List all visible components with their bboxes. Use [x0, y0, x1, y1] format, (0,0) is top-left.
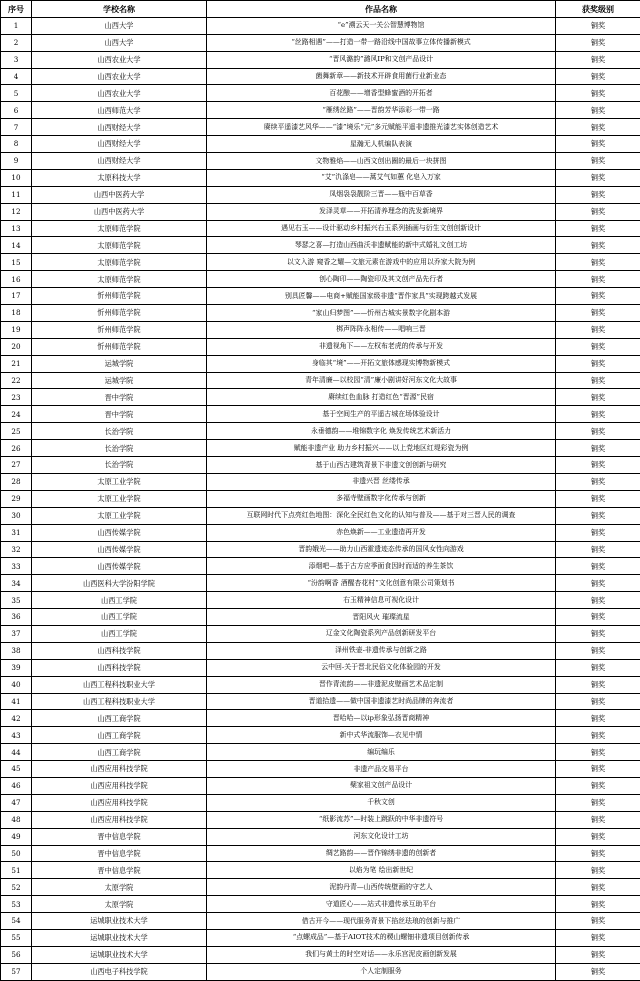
table-row — [1, 490, 640, 507]
school-cell: 山西财经大学 — [32, 119, 207, 136]
table-row — [1, 102, 640, 119]
school-cell: 运城职业技术大学 — [32, 913, 207, 930]
work-cell: “家山归梦图”——忻州古城实景数字化剧本游 — [207, 305, 556, 322]
school-cell: 太原科技大学 — [32, 169, 207, 186]
table-row — [1, 761, 640, 778]
school-cell: 晋中学院 — [32, 406, 207, 423]
school-cell: 太原学院 — [32, 879, 207, 896]
serial-cell: 24 — [1, 406, 32, 423]
table-row — [1, 929, 640, 946]
serial-cell: 27 — [1, 457, 32, 474]
award-cell: 铜奖 — [556, 963, 640, 980]
serial-cell: 10 — [1, 169, 32, 186]
serial-cell: 23 — [1, 389, 32, 406]
award-cell: 铜奖 — [556, 659, 640, 676]
school-cell: 山西工程科技职业大学 — [32, 693, 207, 710]
school-cell: 忻州师范学院 — [32, 305, 207, 322]
award-cell: 铜奖 — [556, 17, 640, 34]
award-cell: 铜奖 — [556, 744, 640, 761]
award-cell: 铜奖 — [556, 288, 640, 305]
award-cell: 铜奖 — [556, 625, 640, 642]
work-cell: 晋韵娥光——助力山西霍遗迹态传承的国风女性向游戏 — [207, 541, 556, 558]
work-cell: 身临其“境”——开拓文旅体感现实博物新模式 — [207, 355, 556, 372]
serial-cell: 11 — [1, 186, 32, 203]
table-row — [1, 321, 640, 338]
award-cell: 铜奖 — [556, 203, 640, 220]
serial-cell: 22 — [1, 372, 32, 389]
table-row — [1, 186, 640, 203]
school-cell: 山西科技学院 — [32, 659, 207, 676]
serial-cell: 45 — [1, 761, 32, 778]
school-cell: 太原工业学院 — [32, 473, 207, 490]
serial-cell: 14 — [1, 237, 32, 254]
school-cell: 山西应用科技学院 — [32, 761, 207, 778]
award-cell: 铜奖 — [556, 237, 640, 254]
school-cell: 山西农业大学 — [32, 68, 207, 85]
table-row — [1, 440, 640, 457]
award-cell: 铜奖 — [556, 811, 640, 828]
school-cell: 山西中医药大学 — [32, 186, 207, 203]
award-cell: 铜奖 — [556, 406, 640, 423]
work-cell: “晋风潞韵”潞风IP和文创产品设计 — [207, 51, 556, 68]
award-cell: 铜奖 — [556, 929, 640, 946]
table-row — [1, 51, 640, 68]
award-cell: 铜奖 — [556, 710, 640, 727]
school-cell: 太原学院 — [32, 896, 207, 913]
serial-cell: 52 — [1, 879, 32, 896]
award-cell: 铜奖 — [556, 440, 640, 457]
serial-cell: 26 — [1, 440, 32, 457]
table-row — [1, 777, 640, 794]
serial-cell: 42 — [1, 710, 32, 727]
school-cell: 山西工学院 — [32, 625, 207, 642]
table-row — [1, 794, 640, 811]
table-row — [1, 524, 640, 541]
table-row — [1, 744, 640, 761]
table-row — [1, 609, 640, 626]
school-cell: 山西财经大学 — [32, 153, 207, 170]
award-cell: 铜奖 — [556, 355, 640, 372]
award-cell: 铜奖 — [556, 913, 640, 930]
table-row — [1, 203, 640, 220]
serial-cell: 20 — [1, 338, 32, 355]
table-row — [1, 85, 640, 102]
serial-cell: 5 — [1, 85, 32, 102]
work-cell: 遇见右玉——设计驱动乡村振兴右玉系列插画与衍生文创创新设计 — [207, 220, 556, 237]
table-row — [1, 153, 640, 170]
table-row — [1, 946, 640, 963]
work-cell: 右玉精神信息可视化设计 — [207, 592, 556, 609]
serial-cell: 54 — [1, 913, 32, 930]
serial-cell: 50 — [1, 845, 32, 862]
school-cell: 晋中信息学院 — [32, 845, 207, 862]
school-cell: 山西工商学院 — [32, 744, 207, 761]
table-row — [1, 727, 640, 744]
serial-cell: 48 — [1, 811, 32, 828]
serial-cell: 44 — [1, 744, 32, 761]
serial-cell: 49 — [1, 828, 32, 845]
serial-cell: 40 — [1, 676, 32, 693]
work-cell: 基于空间生产的平遥古城在场体验设计 — [207, 406, 556, 423]
award-cell: 铜奖 — [556, 575, 640, 592]
table-row — [1, 254, 640, 271]
serial-cell: 31 — [1, 524, 32, 541]
award-cell: 铜奖 — [556, 727, 640, 744]
work-cell: 檗家祖文创产品设计 — [207, 777, 556, 794]
work-cell: “雁绣丝路”——晋韵芳华添彩一带一路 — [207, 102, 556, 119]
school-cell: 山西工商学院 — [32, 727, 207, 744]
serial-cell: 35 — [1, 592, 32, 609]
table-row — [1, 845, 640, 862]
work-cell: “丝路相遇”——打造一带一路沿线中国故事立体传播新模式 — [207, 34, 556, 51]
table-row — [1, 305, 640, 322]
table-row — [1, 17, 640, 34]
award-cell: 铜奖 — [556, 186, 640, 203]
table-row — [1, 710, 640, 727]
award-cell: 铜奖 — [556, 507, 640, 524]
school-cell: 太原师范学院 — [32, 220, 207, 237]
award-cell: 铜奖 — [556, 153, 640, 170]
header-serial: 序号 — [1, 1, 32, 18]
table-row — [1, 811, 640, 828]
school-cell: 长治学院 — [32, 423, 207, 440]
table-row — [1, 558, 640, 575]
work-cell: 编玩编乐 — [207, 744, 556, 761]
work-cell: 泥韵丹青—山西传统壁画的守艺人 — [207, 879, 556, 896]
header-row — [1, 1, 640, 18]
header-award: 获奖级别 — [556, 1, 640, 18]
school-cell: 长治学院 — [32, 457, 207, 474]
serial-cell: 3 — [1, 51, 32, 68]
work-cell: “e”溯云天一关公智慧博物馆 — [207, 17, 556, 34]
serial-cell: 57 — [1, 963, 32, 980]
work-cell: 琴瑟之喜—打造山西曲沃非遗赋能的新中式婚礼文创工坊 — [207, 237, 556, 254]
table-row — [1, 288, 640, 305]
work-cell: “点螺成品”—基于AIOT技术的稷山螺钿非遗项目创新传承 — [207, 929, 556, 946]
school-cell: 山西工商学院 — [32, 710, 207, 727]
serial-cell: 17 — [1, 288, 32, 305]
serial-cell: 4 — [1, 68, 32, 85]
work-cell: 以焰为笔 绘出新世纪 — [207, 862, 556, 879]
serial-cell: 21 — [1, 355, 32, 372]
school-cell: 太原工业学院 — [32, 490, 207, 507]
table-row — [1, 423, 640, 440]
award-cell: 铜奖 — [556, 85, 640, 102]
table-header — [1, 1, 640, 18]
school-cell: 太原师范学院 — [32, 271, 207, 288]
serial-cell: 9 — [1, 153, 32, 170]
school-cell: 晋中信息学院 — [32, 828, 207, 845]
work-cell: 凤烟袅袅靓阶三晋——瓶中百草香 — [207, 186, 556, 203]
school-cell: 山西大学 — [32, 34, 207, 51]
school-cell: 山西中医药大学 — [32, 203, 207, 220]
award-cell: 铜奖 — [556, 896, 640, 913]
header-work: 作品名称 — [207, 1, 556, 18]
school-cell: 山西科技学院 — [32, 642, 207, 659]
serial-cell: 19 — [1, 321, 32, 338]
school-cell: 长治学院 — [32, 440, 207, 457]
award-cell: 铜奖 — [556, 51, 640, 68]
work-cell: 借古开今——现代服务背景下掐丝珐琅的创新与推广 — [207, 913, 556, 930]
school-cell: 运城学院 — [32, 372, 207, 389]
serial-cell: 30 — [1, 507, 32, 524]
award-cell: 铜奖 — [556, 845, 640, 862]
serial-cell: 47 — [1, 794, 32, 811]
award-cell: 铜奖 — [556, 169, 640, 186]
award-cell: 铜奖 — [556, 321, 640, 338]
work-cell: 新中式华流服饰—衣见中情 — [207, 727, 556, 744]
table-row — [1, 879, 640, 896]
serial-cell: 18 — [1, 305, 32, 322]
school-cell: 晋中信息学院 — [32, 862, 207, 879]
work-cell: “纸影流苏”—时装上跳跃的中华非遗符号 — [207, 811, 556, 828]
school-cell: 山西应用科技学院 — [32, 794, 207, 811]
school-cell: 山西工程科技职业大学 — [32, 676, 207, 693]
school-cell: 山西传媒学院 — [32, 524, 207, 541]
award-cell: 铜奖 — [556, 68, 640, 85]
serial-cell: 15 — [1, 254, 32, 271]
table-row — [1, 220, 640, 237]
school-cell: 山西工学院 — [32, 609, 207, 626]
work-cell: 多福寺壁画数字化传承与创新 — [207, 490, 556, 507]
school-cell: 太原师范学院 — [32, 237, 207, 254]
award-cell: 铜奖 — [556, 490, 640, 507]
work-cell: 赤色焕新——工业遗造再开发 — [207, 524, 556, 541]
work-cell: 创心陶印——陶瓷印及其文创产品先行者 — [207, 271, 556, 288]
serial-cell: 39 — [1, 659, 32, 676]
serial-cell: 53 — [1, 896, 32, 913]
table-row — [1, 34, 640, 51]
work-cell: “艾”氿涤皂——蒿艾气如蕙 化皂入万家 — [207, 169, 556, 186]
work-cell: 文物雅焰——山西文创出圈的最后一块拼图 — [207, 153, 556, 170]
work-cell: 晋哈哈—以ip形象弘扬晋商精神 — [207, 710, 556, 727]
table-row — [1, 659, 640, 676]
award-cell: 铜奖 — [556, 338, 640, 355]
work-cell: 云中回-关于晋北民俗文化体验园的开发 — [207, 659, 556, 676]
award-cell: 铜奖 — [556, 389, 640, 406]
table-row — [1, 693, 640, 710]
serial-cell: 36 — [1, 609, 32, 626]
work-cell: 菌舞新章——新技术开辟食用菌行业新业态 — [207, 68, 556, 85]
serial-cell: 8 — [1, 136, 32, 153]
award-cell: 铜奖 — [556, 34, 640, 51]
school-cell: 山西工学院 — [32, 592, 207, 609]
table-row — [1, 68, 640, 85]
table-row — [1, 389, 640, 406]
work-cell: 绸艺路韵——晋作锦绣非遗的创新者 — [207, 845, 556, 862]
work-cell: 添烟吧—基于古方应季面食因时而适的养生茶饮 — [207, 558, 556, 575]
school-cell: 运城学院 — [32, 355, 207, 372]
table-row — [1, 237, 640, 254]
table-row — [1, 592, 640, 609]
award-cell: 铜奖 — [556, 642, 640, 659]
award-cell: 铜奖 — [556, 879, 640, 896]
serial-cell: 41 — [1, 693, 32, 710]
school-cell: 山西电子科技学院 — [32, 963, 207, 980]
serial-cell: 16 — [1, 271, 32, 288]
work-cell: 青年清廉—以校园“清”廉小剧讲好河东文化大故事 — [207, 372, 556, 389]
serial-cell: 55 — [1, 929, 32, 946]
award-cell: 铜奖 — [556, 271, 640, 288]
work-cell: 赓续平遥漆艺风华——“漆”境乐“元”多元赋能平遥非遗推光漆艺实体创造艺术 — [207, 119, 556, 136]
table-row — [1, 355, 640, 372]
school-cell: 太原师范学院 — [32, 254, 207, 271]
school-cell: 运城职业技术大学 — [32, 946, 207, 963]
work-cell: 别具匠馨——电商+赋能国家级非遗“晋作家具”实现跨越式发展 — [207, 288, 556, 305]
serial-cell: 25 — [1, 423, 32, 440]
serial-cell: 28 — [1, 473, 32, 490]
serial-cell: 34 — [1, 575, 32, 592]
work-cell: 梆声阵阵永相传——唱响三晋 — [207, 321, 556, 338]
table-row — [1, 676, 640, 693]
table-row — [1, 271, 640, 288]
award-cell: 铜奖 — [556, 828, 640, 845]
work-cell: 非遗产品交易平台 — [207, 761, 556, 778]
serial-cell: 56 — [1, 946, 32, 963]
award-cell: 铜奖 — [556, 946, 640, 963]
award-cell: 铜奖 — [556, 541, 640, 558]
school-cell: 忻州师范学院 — [32, 321, 207, 338]
serial-cell: 7 — [1, 119, 32, 136]
award-cell: 铜奖 — [556, 761, 640, 778]
table-row — [1, 541, 640, 558]
header-school: 学校名称 — [32, 1, 207, 18]
award-cell: 铜奖 — [556, 372, 640, 389]
work-cell: 发泽灵草——开拓清养理念的洗发新境界 — [207, 203, 556, 220]
work-cell: 我们与黄土的时空对话——永乐宫泥皮画创新发展 — [207, 946, 556, 963]
award-cell: 铜奖 — [556, 609, 640, 626]
school-cell: 山西传媒学院 — [32, 541, 207, 558]
award-cell: 铜奖 — [556, 473, 640, 490]
work-cell: 非遗兴晋 丝缕传承 — [207, 473, 556, 490]
award-cell: 铜奖 — [556, 102, 640, 119]
work-cell: 以文入游 窥香之耀—文旅元素在游戏中的应用以乔家大院为例 — [207, 254, 556, 271]
school-cell: 山西师范大学 — [32, 102, 207, 119]
serial-cell: 32 — [1, 541, 32, 558]
school-cell: 忻州师范学院 — [32, 338, 207, 355]
work-cell: 互联网时代下点亮红色地图：深化全民红色文化的认知与普及——基于对三晋人民的调查 — [207, 507, 556, 524]
table-row — [1, 828, 640, 845]
table-body — [1, 17, 640, 980]
work-cell: 晋阳风火 璀璨流星 — [207, 609, 556, 626]
work-cell: 永垂德韵——堆锦数字化 焕发传统艺术新活力 — [207, 423, 556, 440]
award-cell: 铜奖 — [556, 220, 640, 237]
award-cell: 铜奖 — [556, 305, 640, 322]
work-cell: 非遗视角下——左权布老虎的传承与开发 — [207, 338, 556, 355]
work-cell: 星瀚无人机编队表演 — [207, 136, 556, 153]
award-cell: 铜奖 — [556, 693, 640, 710]
school-cell: 山西应用科技学院 — [32, 777, 207, 794]
work-cell: 基于山西古建筑背景下非遗文创创新与研究 — [207, 457, 556, 474]
school-cell: 山西农业大学 — [32, 51, 207, 68]
work-cell: 赋能非遗产业 助力乡村振兴——以上党地区红堤彩瓷为例 — [207, 440, 556, 457]
school-cell: 山西大学 — [32, 17, 207, 34]
work-cell: 千秋文创 — [207, 794, 556, 811]
serial-cell: 33 — [1, 558, 32, 575]
serial-cell: 6 — [1, 102, 32, 119]
work-cell: 赓续红色血脉 打造红色“晋源”民宿 — [207, 389, 556, 406]
school-cell: 太原工业学院 — [32, 507, 207, 524]
table-row — [1, 862, 640, 879]
award-cell: 铜奖 — [556, 777, 640, 794]
school-cell: 山西财经大学 — [32, 136, 207, 153]
serial-cell: 2 — [1, 34, 32, 51]
work-cell: 辽金文化陶瓷系列产品创新研发平台 — [207, 625, 556, 642]
work-cell: 晋作青流韵——非遗泥皮壁画艺术品定制 — [207, 676, 556, 693]
school-cell: 忻州师范学院 — [32, 288, 207, 305]
serial-cell: 46 — [1, 777, 32, 794]
table-row — [1, 169, 640, 186]
work-cell: 泽州铁壶-非遗传承与创新之路 — [207, 642, 556, 659]
table-row — [1, 507, 640, 524]
table-row — [1, 642, 640, 659]
serial-cell: 1 — [1, 17, 32, 34]
serial-cell: 12 — [1, 203, 32, 220]
work-cell: 河东文化设计工坊 — [207, 828, 556, 845]
work-cell: 晋道拾遗——做中国非遗漆艺时尚品牌的奔流者 — [207, 693, 556, 710]
award-cell: 铜奖 — [556, 119, 640, 136]
award-cell: 铜奖 — [556, 676, 640, 693]
school-cell: 晋中学院 — [32, 389, 207, 406]
school-cell: 山西应用科技学院 — [32, 811, 207, 828]
serial-cell: 29 — [1, 490, 32, 507]
work-cell: 守道匠心——站式非遗传承互助平台 — [207, 896, 556, 913]
table-row — [1, 457, 640, 474]
serial-cell: 43 — [1, 727, 32, 744]
table-row — [1, 136, 640, 153]
table-row — [1, 119, 640, 136]
school-cell: 山西农业大学 — [32, 85, 207, 102]
table-row — [1, 896, 640, 913]
table-row — [1, 338, 640, 355]
school-cell: 运城职业技术大学 — [32, 929, 207, 946]
school-cell: 山西医科大学汾阳学院 — [32, 575, 207, 592]
award-cell: 铜奖 — [556, 862, 640, 879]
table-row — [1, 473, 640, 490]
serial-cell: 37 — [1, 625, 32, 642]
table-row — [1, 372, 640, 389]
award-cell: 铜奖 — [556, 254, 640, 271]
table-row — [1, 625, 640, 642]
serial-cell: 13 — [1, 220, 32, 237]
serial-cell: 51 — [1, 862, 32, 879]
work-cell: 百花酿——增香型蜂蜜酒的开拓者 — [207, 85, 556, 102]
school-cell: 山西传媒学院 — [32, 558, 207, 575]
award-cell: 铜奖 — [556, 794, 640, 811]
serial-cell: 38 — [1, 642, 32, 659]
table-row — [1, 913, 640, 930]
award-cell: 铜奖 — [556, 524, 640, 541]
award-cell: 铜奖 — [556, 136, 640, 153]
award-cell: 铜奖 — [556, 423, 640, 440]
table-row — [1, 575, 640, 592]
work-cell: 个人定制服务 — [207, 963, 556, 980]
award-cell: 铜奖 — [556, 457, 640, 474]
work-cell: “汾韵啊香 酒醒杏花村”文化创意有限公司策划书 — [207, 575, 556, 592]
table-row — [1, 406, 640, 423]
award-cell: 铜奖 — [556, 592, 640, 609]
award-cell: 铜奖 — [556, 558, 640, 575]
